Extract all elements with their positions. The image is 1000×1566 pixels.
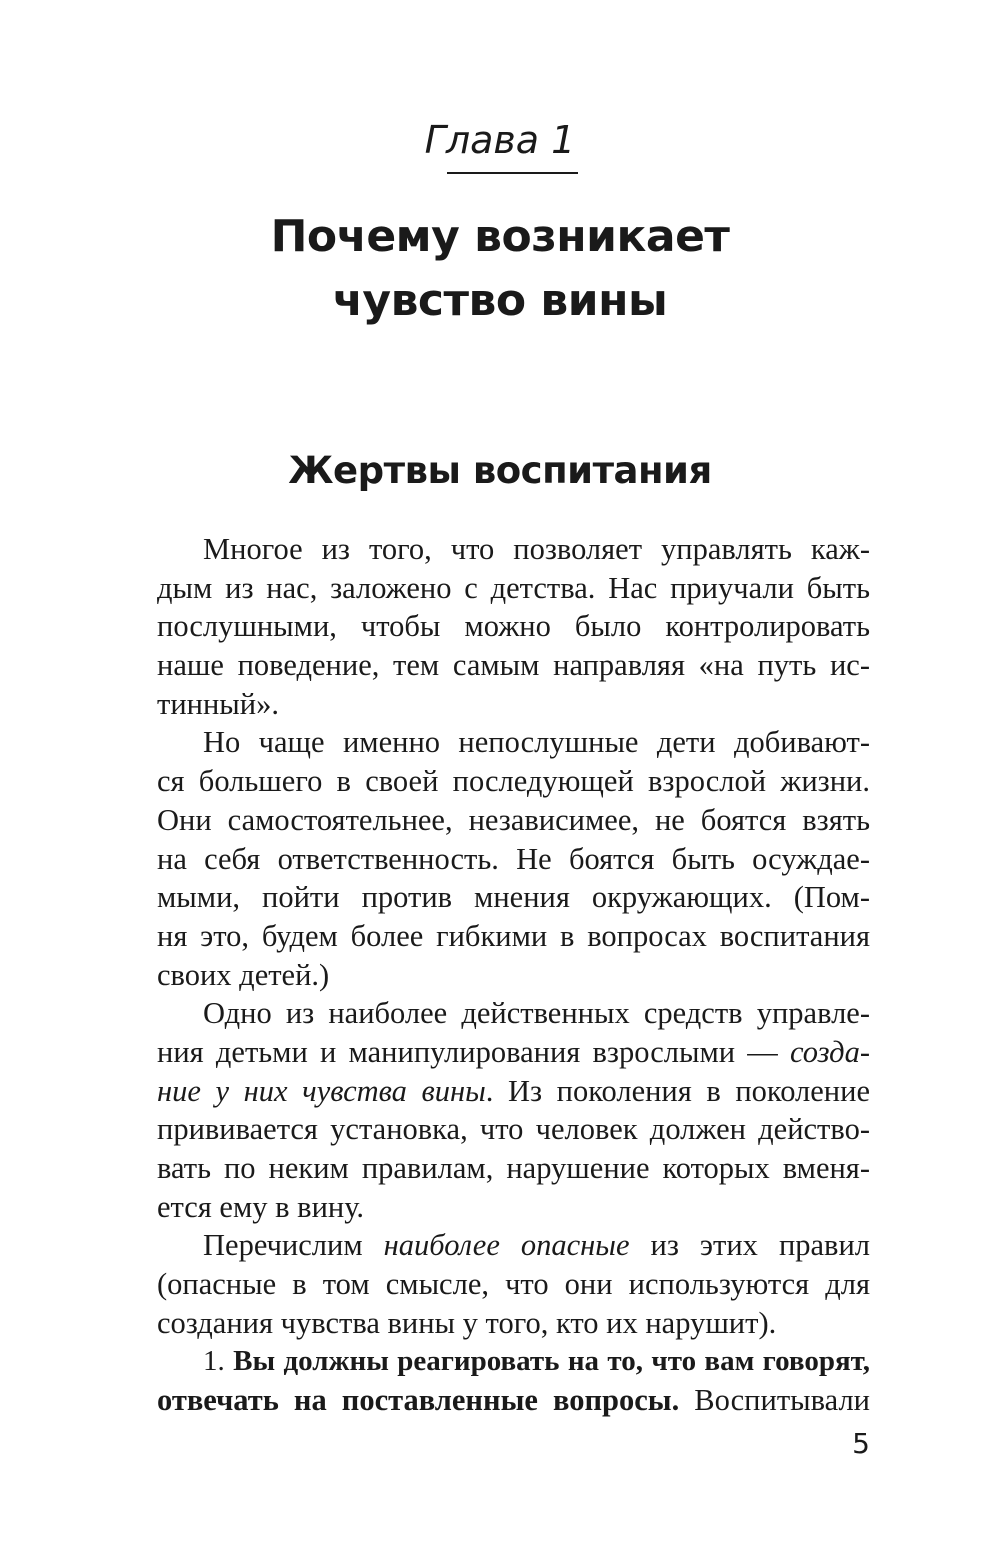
text-line — [157, 1381, 870, 1420]
section-title: Жертвы воспитания — [288, 449, 712, 492]
text-line — [157, 1342, 870, 1381]
text-line: дым из нас, заложено с детства. Нас приучали быть — [157, 570, 870, 605]
text-line: Но чаще именно непослушные дети добивают- — [203, 725, 870, 760]
text-line — [157, 1226, 870, 1265]
text-line: ется ему в вину. — [157, 1189, 365, 1224]
text-run: из этих правил — [629, 1228, 871, 1263]
text-run: Перечислим — [203, 1228, 384, 1263]
text-line: Они самостоятельнее, независимее, не боятся взять — [157, 802, 870, 837]
chapter-title-line: чувство вины — [332, 275, 668, 326]
chapter-label: Глава 1 — [424, 118, 576, 162]
italic-text: созда- — [790, 1034, 870, 1069]
chapter-underline — [447, 172, 578, 174]
body-text — [157, 530, 870, 1420]
text-line — [157, 1072, 870, 1111]
text-line: (опасные в том смысле, что они используются для — [157, 1267, 870, 1302]
page-number: 5 — [852, 1427, 870, 1460]
text-line: ня это, будем более гибкими в вопросах воспитания — [157, 918, 870, 953]
text-run: Воспитывали — [679, 1383, 870, 1418]
text-line: наше поведение, тем самым направляя «на путь ис- — [157, 648, 870, 683]
text-line: вать по неким правилам, нарушение которых вменя- — [157, 1151, 870, 1185]
list-number: 1. — [203, 1345, 234, 1378]
chapter-title — [0, 205, 1000, 333]
text-line: на себя ответственность. Не боятся быть осуждае- — [157, 841, 870, 876]
text-line: тинный». — [157, 686, 279, 721]
text-line: мыми, пойти против мнения окружающих. (Пом- — [157, 880, 870, 915]
text-line: создания чувства вины у того, кто их нарушит). — [157, 1305, 777, 1340]
text-run: . Из поколения в поколение — [485, 1073, 870, 1108]
italic-text: наиболее опасные — [383, 1228, 630, 1263]
bold-text: отвечать на поставленные вопросы. — [157, 1383, 680, 1418]
text-line: послушными, чтобы можно было контролировать — [157, 609, 870, 644]
text-line: Многое из того, что позволяет управлять каж- — [203, 532, 870, 566]
text-line: своих детей.) — [157, 957, 330, 992]
text-line: прививается установка, что человек должен действо- — [157, 1112, 870, 1147]
text-line: Одно из наиболее действенных средств управле- — [203, 996, 870, 1031]
chapter-title-line: Почему возникает — [270, 211, 730, 262]
text-run: ния детьми и манипулирования взрослыми — — [157, 1034, 791, 1069]
italic-text: ние у них чувства вины — [157, 1073, 486, 1108]
text-line: ся большего в своей последующей взрослой жизни. — [157, 764, 870, 799]
bold-text: Вы должны реагировать на то, что вам говорят, — [233, 1345, 870, 1378]
text-line — [157, 1033, 870, 1072]
